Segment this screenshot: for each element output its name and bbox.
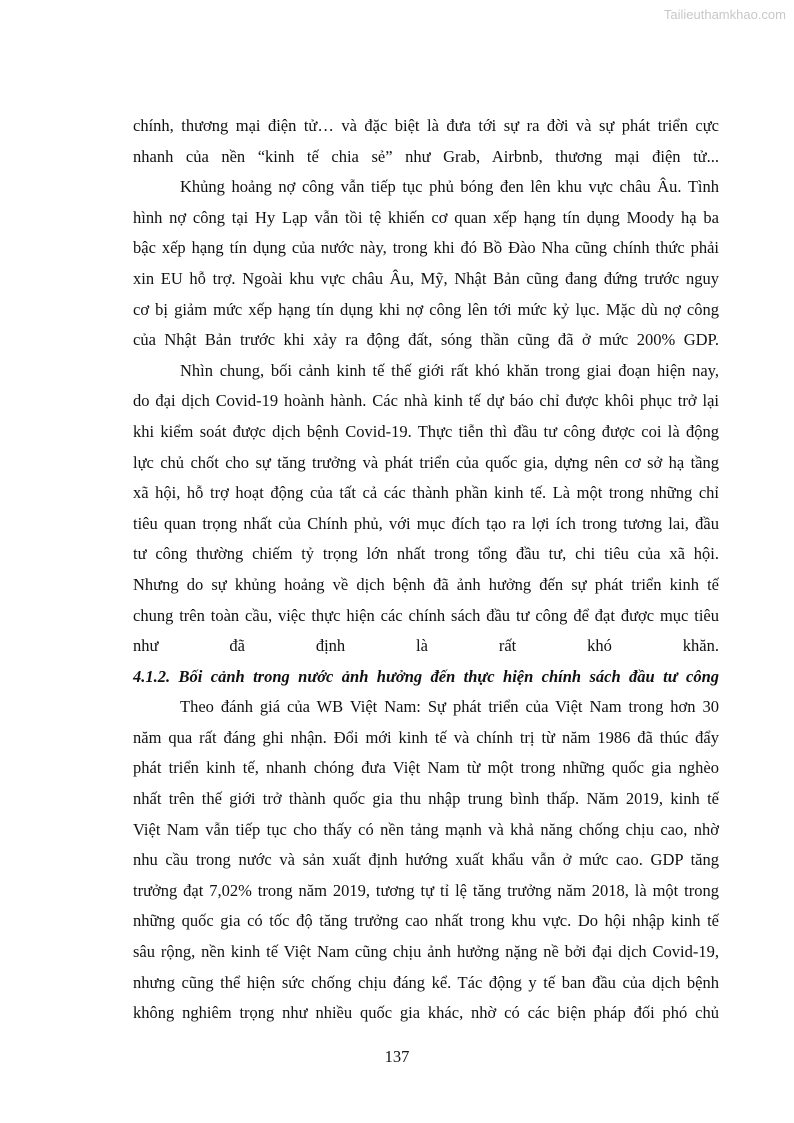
text-line: những quốc gia có tốc độ tăng trưởng cao nhất trong khu vực. Do hội nhập kinh tế (133, 911, 719, 931)
paragraphs-before-heading (133, 111, 719, 662)
paragraphs-after-heading (133, 692, 719, 1029)
paragraph-p2 (133, 172, 719, 356)
text-line: Khủng hoảng nợ công vẫn tiếp tục phủ bóng đen lên khu vực châu Âu. Tình (180, 177, 719, 197)
text-line: như đã định là rất khó khăn. (133, 636, 719, 656)
text-line: nhu cầu trong nước và sản xuất định hướng xuất khẩu vẫn ở mức cao. GDP tăng (133, 850, 719, 870)
text-line: của Nhật Bản trước khi xảy ra động đất, sóng thần cũng đã ở mức 200% GDP. (133, 330, 719, 350)
text-line: phát triển kinh tế, nhanh chóng đưa Việt Nam từ một trong những quốc gia nghèo (133, 758, 719, 778)
text-line: tiêu quan trọng nhất của Chính phủ, với mục đích tạo ra lợi ích trong tương lai, đầu (133, 513, 719, 533)
text-line: xã hội, hỗ trợ hoạt động của tất cả các thành phần kinh tế. Là một trong những chỉ (133, 483, 719, 503)
text-line: xin EU hỗ trợ. Ngoài khu vực châu Âu, Mỹ, Nhật Bản cũng đang đứng trước nguy (133, 268, 719, 288)
text-line: lực chủ chốt cho sự tăng trưởng và phát triển của quốc gia, dựng nên cơ sở hạ tầng (133, 452, 719, 472)
text-line: tư công thường chiếm tỷ trọng lớn nhất trong tổng đầu tư, chi tiêu của xã hội. (133, 544, 719, 564)
text-line: sâu rộng, nền kinh tế Việt Nam cũng chịu ảnh hưởng nặng nề bởi đại dịch Covid-19, (133, 942, 719, 962)
paragraph-p4 (133, 692, 719, 1029)
text-line: Nhìn chung, bối cảnh kinh tế thế giới rất khó khăn trong giai đoạn hiện nay, (180, 360, 719, 380)
page-number: 137 (384, 1047, 410, 1066)
text-line: do đại dịch Covid-19 hoành hành. Các nhà kinh tế dự báo chỉ được khôi phục trở lại (133, 391, 719, 411)
text-line: cơ bị giảm mức xếp hạng tín dụng khi nợ công lên tới mức kỷ lục. Mặc dù nợ công (133, 299, 719, 319)
text-line: không nghiêm trọng như nhiều quốc gia khác, nhờ có các biện pháp đối phó chủ (133, 1003, 719, 1023)
paragraph-p3 (133, 356, 719, 662)
text-line: nhanh của nền “kinh tế chia sẻ” như Grab, Airbnb, thương mại điện tử... (133, 146, 719, 166)
section-heading-text: 4.1.2. Bối cảnh trong nước ảnh hưởng đến thực hiện chính sách đầu tư công (133, 666, 719, 686)
text-line: năm qua rất đáng ghi nhận. Đổi mới kinh tế và chính trị từ năm 1986 đã thúc đẩy (133, 727, 719, 747)
text-line: bậc xếp hạng tín dụng của nước này, trong khi đó Bồ Đào Nha cũng chính thức phải (133, 238, 719, 258)
text-line: nhất trên thế giới trở thành quốc gia thu nhập trung bình thấp. Năm 2019, kinh tế (133, 789, 719, 809)
paragraph-p1 (133, 111, 719, 172)
text-line: Nhưng do sự khủng hoảng về dịch bệnh đã ảnh hưởng đến sự phát triển kinh tế (133, 574, 719, 594)
text-line: Theo đánh giá của WB Việt Nam: Sự phát triển của Việt Nam trong hơn 30 (180, 697, 719, 717)
text-line: nhưng cũng thể hiện sức chống chịu đáng kể. Tác động y tế ban đầu của dịch bệnh (133, 972, 719, 992)
watermark-text: Tailieuthamkhao.com (663, 7, 786, 22)
text-line: chính, thương mại điện tử… và đặc biệt là đưa tới sự ra đời và sự phát triển cực (133, 116, 719, 135)
text-line: khi kiểm soát được dịch bệnh Covid-19. Thực tiễn thì đầu tư công được coi là động (133, 421, 719, 441)
text-line: trưởng đạt 7,02% trong năm 2019, tương tự tỉ lệ tăng trưởng năm 2018, là một trong (133, 880, 719, 900)
text-line: Việt Nam vẫn tiếp tục cho thấy có nền tảng mạnh và khả năng chống chịu cao, nhờ (133, 819, 719, 839)
section-heading (133, 662, 719, 693)
text-line: hình nợ công tại Hy Lạp vẫn tồi tệ khiến cơ quan xếp hạng tín dụng Moody hạ ba (133, 207, 719, 227)
text-line: chung trên toàn cầu, việc thực hiện các chính sách đầu tư công để đạt được mục tiêu (133, 605, 719, 625)
page-body (133, 111, 719, 1029)
